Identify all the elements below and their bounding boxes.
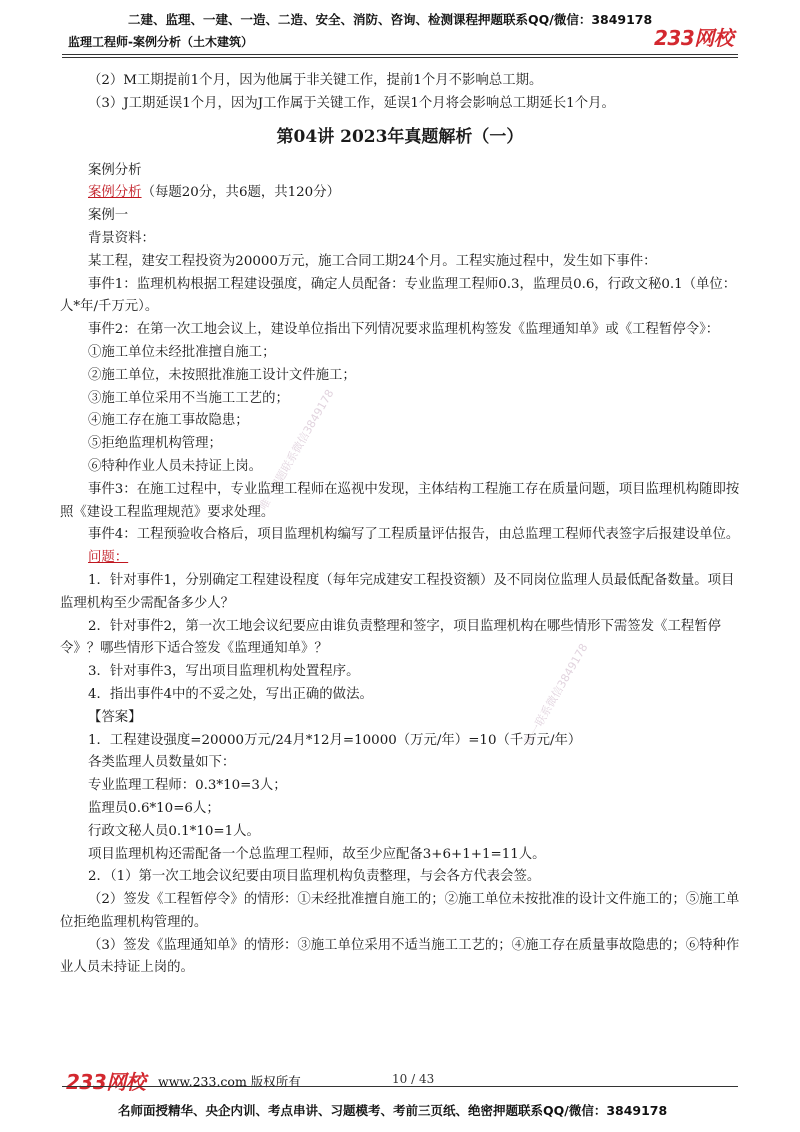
answer-line: （3）签发《监理通知单》的情形：③施工单位采用不适当施工工艺的；④施工存在质量事故隐患的；⑥特种作业人员未持证上岗的。 xyxy=(60,937,740,976)
answer-line: 行政文秘人员0.1*10=1人。 xyxy=(88,823,260,839)
header-divider-double xyxy=(62,57,738,58)
question-item: 2．针对事件2，第一次工地会议纪要应由谁负责整理和签字，项目监理机构在哪些情形下需签发《工程暂停令》？哪些情形下适合签发《监理通知单》？ xyxy=(60,618,722,657)
brand-logo-footer: 233网校 xyxy=(66,1070,146,1094)
brand-logo-header: 233网校 xyxy=(654,26,734,50)
answer-label: 【答案】 xyxy=(88,709,142,725)
event-2-item: ⑤拒绝监理机构管理； xyxy=(88,436,222,452)
intro-paragraph: （2）M工期提前1个月，因为他属于非关键工作，提前1个月不影响总工期。 xyxy=(88,73,543,88)
event-2: 事件2：在第一次工地会议上，建设单位指出下列情况要求监理机构签发《监理通知单》或《工程暂停令》： xyxy=(88,322,720,338)
footer-contact-line: 名师面授精华、央企内训、考点串讲、习题模考、考前三页纸、绝密押题联系QQ/微信：3849178 xyxy=(118,1103,668,1118)
background-text: 某工程，建安工程投资为20000万元，施工合同工期24个月。工程实施过程中，发生如下事件： xyxy=(88,253,657,269)
answer-line: 专业监理工程师：0.3*10=3人； xyxy=(88,778,287,794)
event-2-item: ④施工存在施工事故隐患； xyxy=(88,413,249,429)
intro-paragraph: （3）J工期延误1个月，因为J工作属于关键工作，延误1个月将会影响总工期延长1个月。 xyxy=(88,95,615,111)
question-item: 3．针对事件3，写出项目监理机构处置程序。 xyxy=(88,664,360,680)
answer-line: 2．（1）第一次工地会议纪要由项目监理机构负责整理，与会各方代表会签。 xyxy=(88,869,541,885)
event-4: 事件4：工程预验收合格后，项目监理机构编写了工程质量评估报告，由总监理工程师代表签字后报建设单位。 xyxy=(88,527,740,543)
answer-line: 各类监理人员数量如下： xyxy=(88,755,236,771)
event-2-item: ⑥特种作业人员未持证上岗。 xyxy=(88,458,263,474)
event-3: 事件3：在施工过程中，专业监理工程师在巡视中发现，主体结构工程施工存在质量问题，项目监理机构随即按照《建设工程监理规范》要求处理。 xyxy=(60,481,740,520)
section-link[interactable]: 案例分析 xyxy=(88,185,142,201)
event-2-item: ①施工单位未经批准擅自施工； xyxy=(88,344,276,360)
event-2-item: ②施工单位，未按照批准施工设计文件施工； xyxy=(88,367,356,383)
event-1: 事件1：监理机构根据工程建设强度，确定人员配备：专业监理工程师0.3，监理员0.6，行政文秘0.1（单位：人*年/千万元）。 xyxy=(60,276,737,315)
page-number: 10 / 43 xyxy=(392,1072,435,1086)
lecture-title: 第04讲 2023年真题解析（一） xyxy=(276,126,524,147)
header-course-title: 监理工程师-案例分析（土木建筑） xyxy=(68,35,253,49)
question-item: 1．针对事件1，分别确定工程建设程度（每年完成建安工程投资额）及不同岗位监理人员最低配备数量。项目监理机构至少需配备多少人？ xyxy=(60,572,735,611)
background-label: 背景资料： xyxy=(88,230,155,246)
answer-line: 监理员0.6*10=6人； xyxy=(88,800,220,816)
document-body xyxy=(60,70,740,980)
section-heading: 案例分析 xyxy=(88,162,142,178)
event-2-item: ③施工单位采用不当施工工艺的； xyxy=(88,390,289,406)
header-divider xyxy=(62,54,738,55)
questions-label-row xyxy=(60,547,740,570)
watermark-text: 唯一联系微信3849178 xyxy=(521,641,591,748)
answer-line: 1．工程建设强度=20000万元/24月*12月=10000（万元/年）=10（千万元/年） xyxy=(88,732,582,748)
footer-divider xyxy=(62,1086,738,1087)
watermark-text: 唯一押题联系微信3849178 xyxy=(256,387,337,513)
section-subheading xyxy=(60,182,740,205)
answer-line: （2）签发《工程暂停令》的情形：①未经批准擅自施工的；②施工单位未按批准的设计文件施工的；⑤施工单位拒绝监理机构管理的。 xyxy=(60,892,740,930)
section-note: （每题20分，共6题，共120分） xyxy=(141,185,340,201)
footer-site[interactable]: www.233.com 版权所有 xyxy=(158,1074,301,1089)
case-title: 案例一 xyxy=(88,208,129,224)
questions-label: 问题： xyxy=(88,550,129,566)
header-contact-line: 二建、监理、一建、一造、二造、安全、消防、咨询、检测课程押题联系QQ/微信：3849178 xyxy=(128,12,653,27)
question-item: 4．指出事件4中的不妥之处，写出正确的做法。 xyxy=(88,686,373,702)
answer-line: 项目监理机构还需配备一个总监理工程师，故至少应配备3+6+1+1=11人。 xyxy=(88,846,546,862)
